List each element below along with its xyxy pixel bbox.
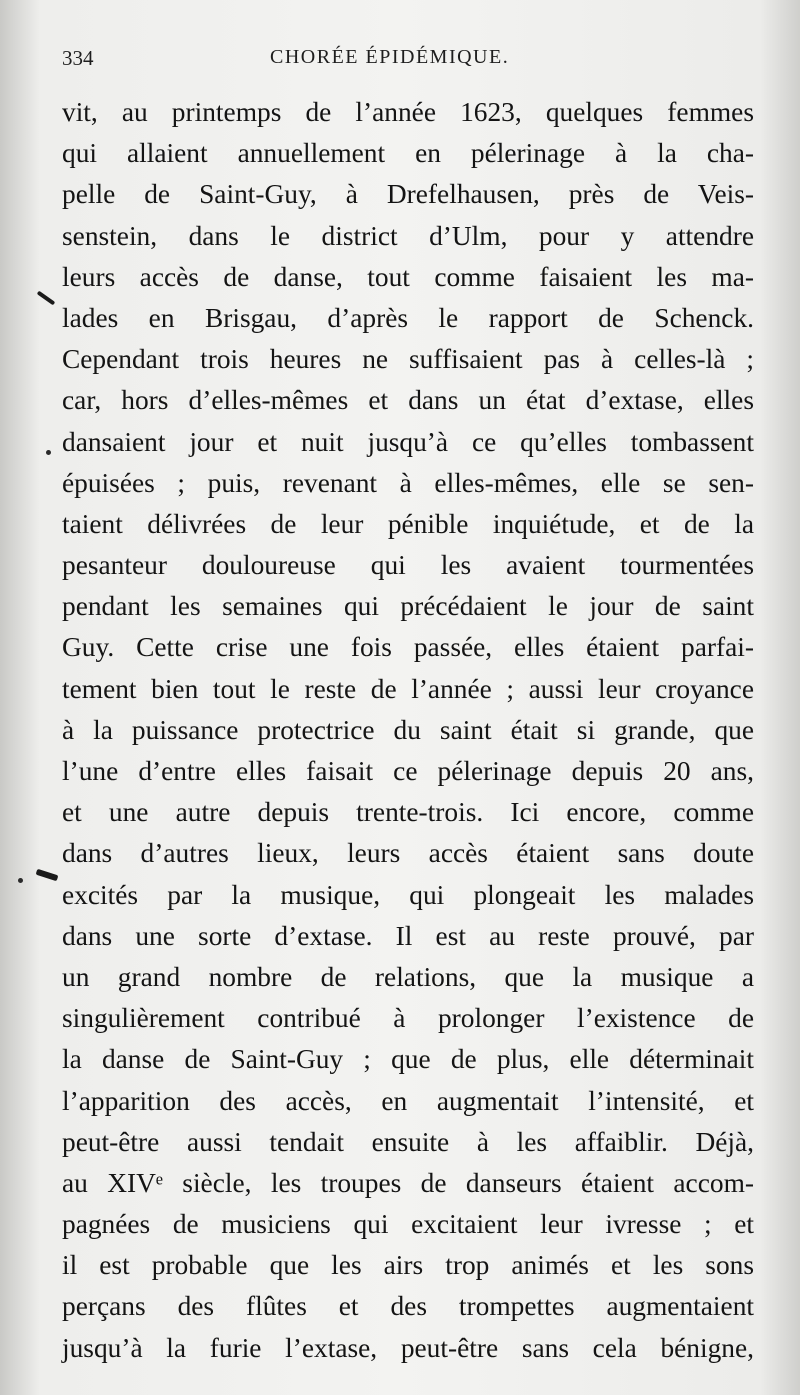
text-line: Cependant trois heures ne suffisaient pas à celles-là ; xyxy=(62,344,754,375)
text-line: pesanteur douloureuse qui les avaient tourmentées xyxy=(62,550,754,581)
running-head xyxy=(62,44,752,76)
text-line: pelle de Saint-Guy, à Drefelhausen, près de Veis- xyxy=(62,179,754,210)
margin-pencil-mark xyxy=(36,869,59,882)
text-line: dans d’autres lieux, leurs accès étaient sans doute xyxy=(62,838,754,869)
text-line: lades en Brisgau, d’après le rapport de Schenck. xyxy=(62,302,754,333)
body-text xyxy=(62,92,754,1369)
text-line: à la puissance protectrice du saint était si grande, que xyxy=(62,714,754,745)
text-line: taient délivrées de leur pénible inquiétude, et de la xyxy=(62,508,754,539)
text-line: la danse de Saint-Guy ; que de plus, elle déterminait xyxy=(62,1044,754,1075)
ink-speck xyxy=(46,450,51,455)
text-line: perçans des flûtes et des trompettes augmentaient xyxy=(62,1291,754,1322)
text-line: dans une sorte d’extase. Il est au reste prouvé, par xyxy=(62,920,754,951)
text-line: Guy. Cette crise une fois passée, elles étaient parfai- xyxy=(62,632,754,663)
text-line: l’apparition des accès, en augmentait l’intensité, et xyxy=(62,1085,754,1116)
text-line: un grand nombre de relations, que la musique a xyxy=(62,961,754,992)
text-line: tement bien tout le reste de l’année ; aussi leur croyance xyxy=(62,673,754,704)
text-line: il est probable que les airs trop animés et les sons xyxy=(62,1250,754,1281)
text-line: pendant les semaines qui précédaient le jour de saint xyxy=(62,591,754,622)
text-line: qui allaient annuellement en pélerinage à la cha- xyxy=(62,138,754,169)
text-line: excités par la musique, qui plongeait les malades xyxy=(62,879,754,910)
text-line: peut-être aussi tendait ensuite à les affaiblir. Déjà, xyxy=(62,1126,754,1157)
ink-speck xyxy=(18,878,23,883)
text-line: l’une d’entre elles faisait ce pélerinage depuis 20 ans, xyxy=(62,756,754,786)
text-line: épuisées ; puis, revenant à elles-mêmes, elle se sen- xyxy=(62,467,754,498)
text-line: leurs accès de danse, tout comme faisaient les ma- xyxy=(62,261,754,292)
text-line: singulièrement contribué à prolonger l’existence de xyxy=(62,1003,754,1034)
text-line: jusqu’à la furie l’extase, peut-être sans cela bénigne, xyxy=(62,1332,754,1363)
text-line: pagnées de musiciens qui excitaient leur ivresse ; et xyxy=(62,1209,754,1240)
page-number: 334 xyxy=(62,46,94,70)
text-line: et une autre depuis trente-trois. Ici encore, comme xyxy=(62,797,754,828)
text-line: au XIVᵉ siècle, les troupes de danseurs étaient accom- xyxy=(62,1167,754,1198)
text-line: dansaient jour et nuit jusqu’à ce qu’elles tombassent xyxy=(62,426,754,457)
text-line: car, hors d’elles-mêmes et dans un état d’extase, elles xyxy=(62,385,754,416)
margin-pencil-mark xyxy=(37,291,56,306)
running-title: CHORÉE ÉPIDÉMIQUE. xyxy=(270,46,510,68)
text-line: senstein, dans le district d’Ulm, pour y attendre xyxy=(62,220,754,251)
text-line: vit, au printemps de l’année 1623, quelques femmes xyxy=(62,97,754,127)
